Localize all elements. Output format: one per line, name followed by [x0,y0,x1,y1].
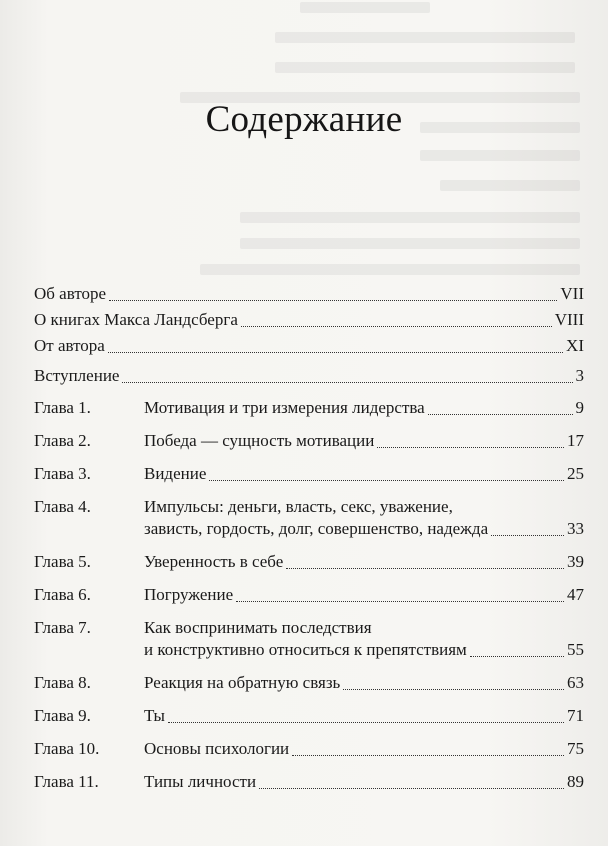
toc-chapter-number: Глава 3. [34,464,91,483]
dot-leader [122,381,572,383]
toc-chapter-number: Глава 9. [34,706,91,725]
dot-leader [491,534,564,536]
toc-entry[interactable] [34,705,584,727]
toc-entry-page: 25 [567,464,584,483]
toc-entry-page: 71 [567,706,584,725]
toc-entry[interactable] [34,365,584,387]
toc-entry[interactable] [34,463,584,485]
toc-chapter-number: Глава 7. [34,618,91,637]
toc-chapter-number: Глава 2. [34,431,91,450]
toc-entry-page: 39 [567,552,584,571]
toc-entry-title: Типы личности [144,772,257,791]
toc-entry[interactable] [34,283,584,305]
toc-entry-title: Реакция на обратную связь [144,673,341,692]
toc-entry[interactable] [34,335,584,357]
toc-entry-title: Видение [144,464,207,483]
dot-leader [209,479,564,481]
toc-entry-page: 89 [567,772,584,791]
toc-entry[interactable] [34,617,584,661]
toc-entry-page: XI [566,336,584,355]
table-of-contents [34,283,584,793]
toc-entry-page: 17 [567,431,584,450]
dot-leader [168,721,564,723]
toc-entry-page: 47 [567,585,584,604]
toc-entry-title: Ты [144,706,165,725]
toc-entry-page: 63 [567,673,584,692]
toc-entry[interactable] [34,738,584,760]
dot-leader [259,787,564,789]
dot-leader [286,567,564,569]
toc-entry-page: VIII [554,310,584,329]
toc-entry-page: 9 [575,398,584,417]
toc-entry[interactable] [34,551,584,573]
toc-entry[interactable] [34,430,584,452]
toc-entry-title: Уверенность в себе [144,552,284,571]
toc-entry[interactable] [34,771,584,793]
toc-entry-title: Импульсы: деньги, власть, секс, уважение, [144,497,453,516]
toc-entry-title: Об авторе [34,284,107,303]
toc-chapter-number: Глава 5. [34,552,91,571]
toc-chapter-number: Глава 6. [34,585,91,604]
toc-entry-title: От автора [34,336,105,355]
dot-leader [343,688,564,690]
toc-entry-title: Мотивация и три измерения лидерства [144,398,425,417]
toc-entry-title: Вступление [34,366,120,385]
toc-entry-page: 3 [575,366,584,385]
dot-leader [109,299,557,301]
toc-entry-title: Как воспринимать последствия [144,618,372,637]
toc-chapter-number: Глава 4. [34,497,91,516]
toc-entry-title: Победа — сущность мотивации [144,431,375,450]
toc-entry-title: Погружение [144,585,234,604]
dot-leader [292,754,564,756]
toc-chapter-number: Глава 10. [34,739,100,758]
toc-entry-title-continued: зависть, гордость, долг, совершенство, надежда [144,519,489,538]
dot-leader [236,600,564,602]
toc-entry[interactable] [34,672,584,694]
toc-chapter-number: Глава 8. [34,673,91,692]
toc-chapter-number: Глава 1. [34,398,91,417]
toc-entry[interactable] [34,496,584,540]
toc-entry-title: Основы психологии [144,739,290,758]
dot-leader [108,351,563,353]
toc-entry-page: 55 [567,640,584,659]
toc-entry[interactable] [34,397,584,419]
toc-entry-page: VII [560,284,584,303]
dot-leader [470,655,564,657]
toc-chapter-number: Глава 11. [34,772,99,791]
dot-leader [428,413,573,415]
toc-entry-page: 75 [567,739,584,758]
dot-leader [241,325,552,327]
page-title: Содержание [205,99,403,140]
dot-leader [377,446,564,448]
toc-entry-title-continued: и конструктивно относиться к препятствиям [144,640,467,659]
toc-entry[interactable] [34,309,584,331]
toc-entry[interactable] [34,584,584,606]
toc-entry-title: О книгах Макса Ландсберга [34,310,238,329]
toc-entry-page: 33 [567,519,584,538]
